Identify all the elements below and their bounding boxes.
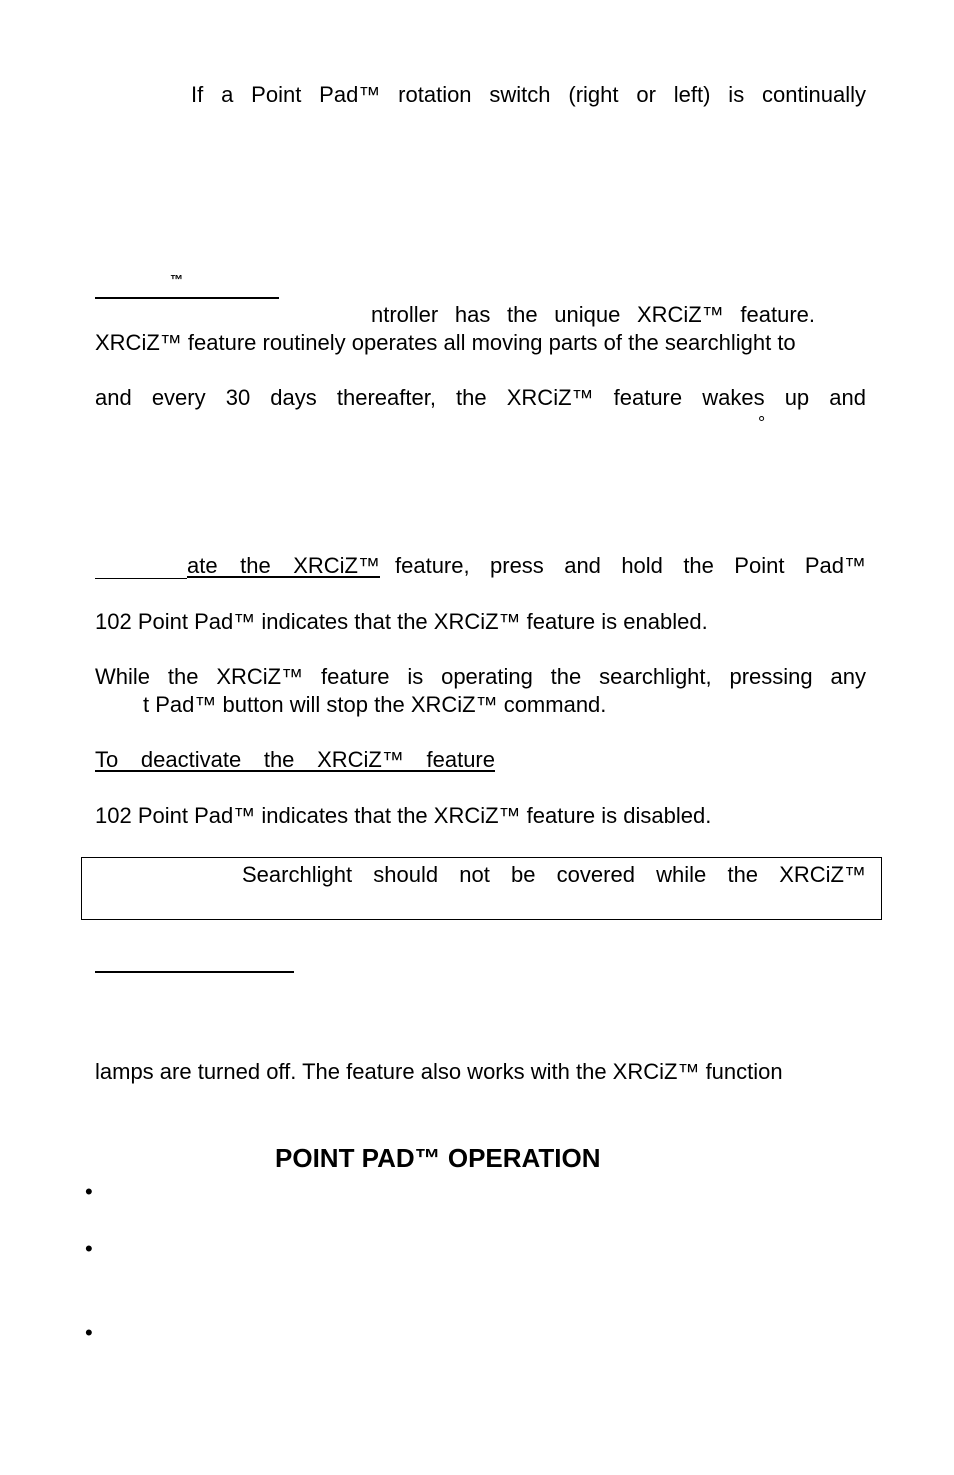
degree-symbol: °	[758, 413, 766, 433]
note-text: Searchlight should not be covered while the XRCiZ™	[242, 862, 866, 887]
paragraph-line-disabled: 102 Point Pad™ indicates that the XRCiZ™ feature is disabled.	[95, 803, 712, 828]
bullet-point: •	[85, 1236, 93, 1261]
paragraph-line-enabled: 102 Point Pad™ indicates that the XRCiZ™ feature is enabled.	[95, 609, 708, 634]
deactivate-instruction-underlined: To deactivate the XRCiZ™ feature	[95, 747, 495, 772]
paragraph-line-lamps-off: lamps are turned off. The feature also works with the XRCiZ™ function	[95, 1059, 783, 1084]
paragraph-line-xrciz-operates: XRCiZ™ feature routinely operates all moving parts of the searchlight to	[95, 330, 796, 355]
activate-instruction-underlined: ate the XRCiZ™	[187, 553, 380, 578]
paragraph-line-rotation-switch: If a Point Pad™ rotation switch (right or left) is continually	[191, 82, 866, 107]
paragraph-line-controller-feature: ntroller has the unique XRCiZ™ feature.	[371, 302, 815, 327]
bullet-point: •	[85, 1320, 93, 1345]
paragraph-line-while-operating: While the XRCiZ™ feature is operating the searchlight, pressing any	[95, 664, 866, 689]
section-heading-point-pad-operation: POINT PAD™ OPERATION	[275, 1143, 601, 1173]
activate-instruction-rest: feature, press and hold the Point Pad™	[395, 553, 866, 578]
heading-underline-rule	[95, 297, 279, 299]
paragraph-line-stop-command: t Pad™ button will stop the XRCiZ™ command.	[143, 692, 607, 717]
bullet-point: •	[85, 1179, 93, 1204]
activate-underline-stub	[95, 553, 187, 579]
paragraph-line-every-30-days: and every 30 days thereafter, the XRCiZ™ feature wakes up and	[95, 385, 866, 410]
section-underline-rule	[95, 971, 294, 973]
trademark-mark: ™	[170, 272, 183, 287]
